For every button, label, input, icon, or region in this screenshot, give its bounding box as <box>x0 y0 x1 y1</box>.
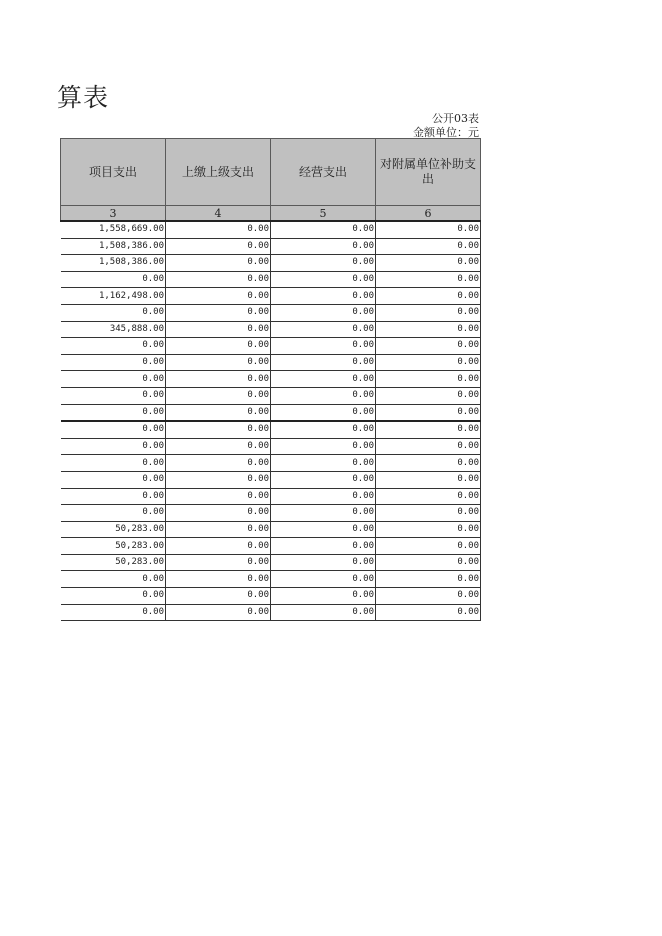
table-cell: 0.00 <box>61 354 166 371</box>
table-cell: 0.00 <box>61 387 166 404</box>
column-header: 对附属单位补助支出 <box>376 139 481 206</box>
column-index: 5 <box>271 206 376 222</box>
table-cell: 0.00 <box>61 488 166 505</box>
table-cell: 0.00 <box>166 288 271 305</box>
table-cell: 0.00 <box>271 288 376 305</box>
table-cell: 0.00 <box>271 538 376 555</box>
table-cell: 0.00 <box>376 371 481 388</box>
table-row <box>61 288 481 305</box>
table-cell: 0.00 <box>271 421 376 438</box>
table-cell: 1,508,386.00 <box>61 238 166 255</box>
table-cell: 0.00 <box>166 604 271 621</box>
table-cell: 0.00 <box>166 387 271 404</box>
table-cell: 0.00 <box>166 338 271 355</box>
table-cell: 0.00 <box>61 604 166 621</box>
table-cell: 0.00 <box>166 505 271 522</box>
column-index-row <box>61 206 481 222</box>
table-row <box>61 505 481 522</box>
table-cell: 0.00 <box>271 505 376 522</box>
column-header: 项目支出 <box>61 139 166 206</box>
table-cell: 50,283.00 <box>61 521 166 538</box>
table-cell: 0.00 <box>271 221 376 238</box>
table-row <box>61 604 481 621</box>
page-title: 算表 <box>57 83 110 112</box>
table-row <box>61 255 481 272</box>
table-cell: 0.00 <box>61 421 166 438</box>
table-cell: 0.00 <box>271 438 376 455</box>
table-cell: 0.00 <box>166 304 271 321</box>
table-cell: 0.00 <box>166 221 271 238</box>
table-row <box>61 354 481 371</box>
table-row <box>61 238 481 255</box>
table-cell: 0.00 <box>376 387 481 404</box>
table-cell: 0.00 <box>376 471 481 488</box>
table-cell: 0.00 <box>61 571 166 588</box>
table-cell: 0.00 <box>271 304 376 321</box>
table-cell: 0.00 <box>166 538 271 555</box>
table-cell: 50,283.00 <box>61 538 166 555</box>
table-cell: 0.00 <box>166 438 271 455</box>
table-row <box>61 538 481 555</box>
table-cell: 0.00 <box>166 488 271 505</box>
column-index: 3 <box>61 206 166 222</box>
column-header: 上缴上级支出 <box>166 139 271 206</box>
table-cell: 0.00 <box>61 505 166 522</box>
table-cell: 0.00 <box>166 571 271 588</box>
table-cell: 0.00 <box>166 271 271 288</box>
table-cell: 0.00 <box>61 371 166 388</box>
table-row <box>61 404 481 421</box>
table-cell: 0.00 <box>166 255 271 272</box>
budget-table <box>60 138 481 621</box>
table-cell: 0.00 <box>166 421 271 438</box>
table-cell: 0.00 <box>61 338 166 355</box>
table-cell: 0.00 <box>376 588 481 605</box>
table-cell: 345,888.00 <box>61 321 166 338</box>
table-cell: 0.00 <box>376 455 481 472</box>
table-cell: 0.00 <box>271 588 376 605</box>
table-row <box>61 588 481 605</box>
table-cell: 0.00 <box>271 571 376 588</box>
table-cell: 0.00 <box>376 238 481 255</box>
currency-unit: 金额单位：元 <box>413 126 479 139</box>
table-cell: 0.00 <box>271 521 376 538</box>
table-cell: 1,508,386.00 <box>61 255 166 272</box>
table-cell: 0.00 <box>376 571 481 588</box>
table-cell: 0.00 <box>376 354 481 371</box>
table-cell: 0.00 <box>271 387 376 404</box>
column-header: 经营支出 <box>271 139 376 206</box>
table-cell: 0.00 <box>271 404 376 421</box>
table-row <box>61 521 481 538</box>
table-cell: 0.00 <box>271 371 376 388</box>
table-cell: 0.00 <box>376 288 481 305</box>
form-code: 公开03表 <box>432 112 479 125</box>
table-row <box>61 488 481 505</box>
table-cell: 0.00 <box>376 554 481 571</box>
table-cell: 0.00 <box>376 538 481 555</box>
table-cell: 0.00 <box>61 588 166 605</box>
table-body <box>61 221 481 621</box>
table-cell: 0.00 <box>166 354 271 371</box>
column-index: 4 <box>166 206 271 222</box>
table-cell: 0.00 <box>61 271 166 288</box>
table-cell: 0.00 <box>166 404 271 421</box>
table-cell: 0.00 <box>376 271 481 288</box>
table-cell: 0.00 <box>271 354 376 371</box>
table-row <box>61 371 481 388</box>
table-cell: 0.00 <box>271 255 376 272</box>
table-cell: 0.00 <box>376 304 481 321</box>
table-row <box>61 221 481 238</box>
table-cell: 0.00 <box>376 438 481 455</box>
header-row <box>61 139 481 206</box>
table-cell: 0.00 <box>271 488 376 505</box>
table-row <box>61 455 481 472</box>
table-row <box>61 271 481 288</box>
table-cell: 0.00 <box>166 588 271 605</box>
table-row <box>61 304 481 321</box>
table-cell: 0.00 <box>271 554 376 571</box>
table-row <box>61 554 481 571</box>
table-cell: 0.00 <box>271 321 376 338</box>
table-row <box>61 571 481 588</box>
table-cell: 0.00 <box>61 304 166 321</box>
table-cell: 0.00 <box>376 505 481 522</box>
table-cell: 0.00 <box>61 404 166 421</box>
table-cell: 1,558,669.00 <box>61 221 166 238</box>
table-cell: 0.00 <box>166 238 271 255</box>
table-cell: 0.00 <box>166 554 271 571</box>
table-cell: 0.00 <box>271 271 376 288</box>
table-cell: 0.00 <box>376 321 481 338</box>
table-cell: 0.00 <box>166 455 271 472</box>
table-cell: 0.00 <box>271 471 376 488</box>
table-cell: 0.00 <box>376 521 481 538</box>
table-cell: 0.00 <box>166 471 271 488</box>
table-cell: 0.00 <box>166 321 271 338</box>
table-row <box>61 321 481 338</box>
table-cell: 0.00 <box>166 521 271 538</box>
table-cell: 0.00 <box>271 455 376 472</box>
table-cell: 0.00 <box>166 371 271 388</box>
table-cell: 0.00 <box>271 604 376 621</box>
table-cell: 0.00 <box>271 338 376 355</box>
column-index: 6 <box>376 206 481 222</box>
table-row <box>61 438 481 455</box>
table-cell: 0.00 <box>61 438 166 455</box>
table-cell: 0.00 <box>376 255 481 272</box>
table-cell: 0.00 <box>61 455 166 472</box>
table-cell: 0.00 <box>376 421 481 438</box>
table-row <box>61 421 481 438</box>
table-cell: 0.00 <box>376 338 481 355</box>
table-row <box>61 471 481 488</box>
table-cell: 0.00 <box>376 221 481 238</box>
table-cell: 0.00 <box>61 471 166 488</box>
table-cell: 0.00 <box>376 404 481 421</box>
table-cell: 50,283.00 <box>61 554 166 571</box>
table-cell: 1,162,498.00 <box>61 288 166 305</box>
table-row <box>61 338 481 355</box>
table-cell: 0.00 <box>376 488 481 505</box>
table-cell: 0.00 <box>376 604 481 621</box>
table-cell: 0.00 <box>271 238 376 255</box>
table-row <box>61 387 481 404</box>
